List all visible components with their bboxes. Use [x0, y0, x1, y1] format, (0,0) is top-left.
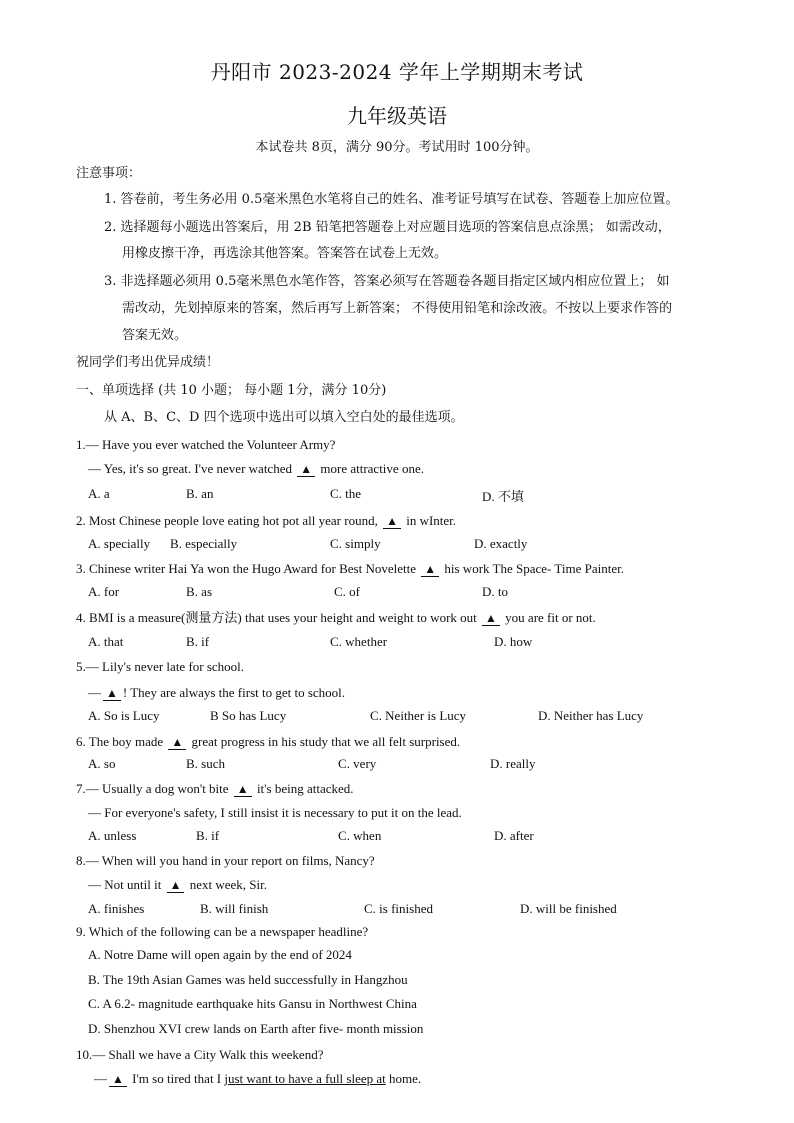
answer-option: D. will be finished	[520, 901, 617, 916]
answer-option: C. Neither is Lucy	[370, 708, 467, 723]
answer-option: D. Shenzhou XVI crew lands on Earth after five- month mission	[88, 1020, 424, 1036]
answer-option: B So has Lucy	[210, 708, 287, 723]
question-text: his work The Space- Time Painter.	[441, 561, 624, 576]
question-text: 7.— Usually a dog won't bite	[76, 781, 232, 796]
question-text: —	[88, 685, 101, 700]
answer-option: C. simply	[330, 536, 381, 551]
question-line	[88, 804, 462, 822]
answer-option: A. so	[88, 756, 116, 771]
answer-option: A. So is Lucy	[88, 708, 160, 723]
question-text: — Yes, it's so great. I've never watched	[88, 461, 296, 476]
section-instruction: 从 A、B、C、D 四个选项中选出可以填入空白处的最佳选项。	[104, 410, 464, 425]
question-text: 6. The boy made	[76, 734, 167, 749]
answer-option: A. that	[88, 634, 124, 649]
answer-option: B. such	[186, 756, 225, 771]
answer-option: B. as	[186, 584, 212, 599]
answer-option: C. when	[338, 828, 382, 843]
question-text: home.	[385, 1071, 422, 1086]
answer-blank: ▲	[103, 686, 121, 701]
question-text: 5.— Lily's never late for school.	[76, 659, 245, 674]
answer-option: B. if	[186, 634, 210, 649]
question-text: great progress in his study that we all felt surprised.	[188, 734, 461, 749]
question-line	[94, 1070, 421, 1088]
question-text: more attractive one.	[317, 461, 424, 476]
answer-option: B. if	[196, 828, 220, 843]
question-line	[88, 876, 267, 894]
answer-option: A. specially	[88, 536, 151, 551]
answer-option: D. really	[490, 756, 536, 771]
question-text: —	[94, 1071, 107, 1086]
answer-option: D. how	[494, 634, 533, 649]
notice-item: 用橡皮擦干净，再选涂其他答案。答案答在试卷上无效。	[122, 246, 448, 261]
answer-option: B. especially	[170, 536, 238, 551]
question-text: 3. Chinese writer Hai Ya won the Hugo Award for Best Novelette	[76, 561, 420, 576]
question-line	[76, 512, 456, 530]
answer-blank: ▲	[109, 1072, 127, 1087]
section-heading: 一、单项选择 (共 10 小题； 每小题 1分，满分 10分)	[76, 383, 387, 398]
notice-item: 1. 答卷前，考生务必用 0.5毫米黑色水笔将自己的姓名、准考证号填写在试卷、答题卷上加应位置。	[104, 192, 679, 207]
answer-blank: ▲	[234, 782, 252, 797]
answer-option: B. will finish	[200, 901, 269, 916]
answer-blank: ▲	[168, 735, 186, 750]
answer-option: D. exactly	[474, 536, 528, 551]
question-line	[76, 733, 460, 751]
exam-info: 本试卷共 8页，满分 90分。考试用时 100分钟。	[255, 140, 539, 155]
answer-option: A. finishes	[88, 901, 145, 916]
answer-option: A. a	[88, 486, 110, 501]
answer-option: C. A 6.2- magnitude earthquake hits Gansu in Northwest China	[88, 996, 417, 1011]
question-line	[76, 436, 335, 454]
answer-option: D. Neither has Lucy	[538, 708, 644, 723]
question-line	[76, 780, 354, 798]
question-text: 9. Which of the following can be a newspaper headline?	[76, 924, 369, 939]
question-line	[88, 684, 345, 702]
question-text: you are fit or not.	[501, 610, 596, 625]
answer-blank: ▲	[167, 878, 185, 893]
answer-option: A. unless	[88, 828, 137, 843]
answer-option: A. Notre Dame will open again by the end of 2024	[88, 947, 352, 962]
answer-option: C. the	[330, 486, 362, 501]
answer-option: C. very	[338, 756, 377, 771]
question-line	[76, 852, 375, 870]
notice-label: 注意事项：	[76, 166, 142, 181]
question-line	[88, 460, 424, 478]
underlined-phrase: just want to have a full sleep at	[224, 1071, 386, 1086]
wish-text: 祝同学们考出优异成绩！	[76, 355, 220, 370]
answer-blank: ▲	[297, 462, 315, 477]
answer-option: C. of	[334, 584, 360, 599]
question-text: 1.— Have you ever watched the Volunteer Army?	[76, 437, 336, 452]
question-text: 4. BMI is a measure(测量方法) that uses your height and weight to work out	[76, 610, 481, 625]
question-line	[76, 1046, 323, 1064]
notice-item: 需改动，先划掉原来的答案，然后再写上新答案； 不得使用铅笔和涂改液。不按以上要求作答的	[122, 301, 673, 316]
exam-title: 丹阳市 2023-2024 学年上学期期末考试	[210, 60, 584, 84]
notice-item: 3. 非选择题必须用 0.5毫米黑色水笔作答，答案必须写在答题卷各题目指定区域内相应位置上； 如	[104, 274, 670, 289]
notice-item: 2. 选择题每小题选出答案后，用 2B 铅笔把答题卷上对应题目选项的答案信息点涂黑； 如需改动，	[104, 220, 671, 235]
question-line	[76, 560, 624, 578]
question-line	[76, 609, 596, 627]
question-text: I'm so tired that I	[128, 1071, 225, 1086]
notice-item: 答案无效。	[122, 328, 188, 343]
question-text: ! They are always the first to get to school.	[122, 685, 346, 700]
answer-option: B. an	[186, 486, 214, 501]
answer-option: D. after	[494, 828, 534, 843]
answer-option: C. is finished	[364, 901, 433, 916]
question-text: 10.— Shall we have a City Walk this weekend?	[76, 1047, 324, 1062]
answer-blank: ▲	[383, 514, 401, 529]
question-text: in wInter.	[402, 513, 457, 528]
question-text: next week, Sir.	[186, 877, 267, 892]
question-text: 8.— When will you hand in your report on films, Nancy?	[76, 853, 375, 868]
answer-option: C. whether	[330, 634, 388, 649]
question-line	[76, 658, 244, 676]
question-text: — For everyone's safety, I still insist it is necessary to put it on the lead.	[88, 805, 462, 820]
answer-blank: ▲	[421, 562, 439, 577]
exam-subtitle: 九年级英语	[347, 104, 447, 128]
question-text: — Not until it	[88, 877, 165, 892]
question-text: it's being attacked.	[253, 781, 354, 796]
answer-blank: ▲	[482, 611, 500, 626]
answer-option: D. 不填	[482, 489, 524, 504]
question-line	[76, 923, 368, 941]
answer-option: D. to	[482, 584, 508, 599]
answer-option: B. The 19th Asian Games was held successfully in Hangzhou	[88, 971, 408, 987]
question-text: 2. Most Chinese people love eating hot pot all year round,	[76, 513, 382, 528]
answer-option: A. for	[88, 584, 120, 599]
